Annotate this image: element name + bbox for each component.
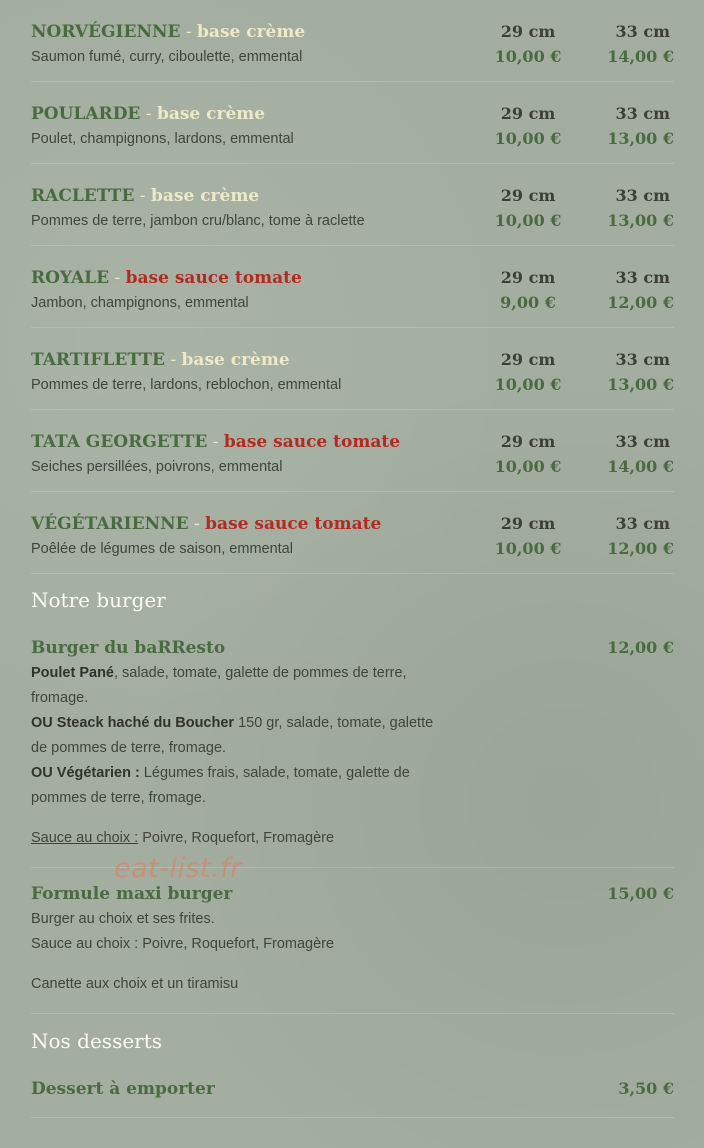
pizza-price-large: 12,00 € (607, 293, 674, 312)
pizza-base: base crème (181, 350, 290, 370)
pizza-name: TARTIFLETTE - base crème (31, 350, 290, 370)
pizza-item (31, 82, 674, 164)
pizza-name: VÉGÉTARIENNE - base sauce tomate (31, 514, 382, 534)
pizza-price-small: 10,00 € (494, 47, 562, 66)
pizza-size-large: 33 cm (615, 104, 670, 123)
pizza-size-small: 29 cm (500, 514, 556, 533)
burger-option-steack: OU Steack haché du Boucher 150 gr, salade, tomate, galette (31, 715, 434, 731)
pizza-description: Pommes de terre, jambon cru/blanc, tome à raclette (31, 213, 365, 229)
formule-title: Formule maxi burger (31, 884, 233, 904)
pizza-name: ROYALE - base sauce tomate (31, 268, 302, 288)
pizza-size-small: 29 cm (500, 104, 556, 123)
pizza-size-large: 33 cm (615, 514, 670, 533)
desserts-section-title: Nos desserts (31, 1029, 163, 1053)
burger-section-title: Notre burger (31, 588, 166, 612)
divider (31, 1013, 674, 1014)
burger-option-vegetarien-cont: pommes de terre, fromage. (31, 790, 206, 806)
pizza-price-large: 14,00 € (607, 457, 674, 476)
pizza-base: base sauce tomate (223, 432, 401, 452)
pizza-description: Jambon, champignons, emmental (31, 295, 249, 311)
pizza-price-small: 10,00 € (494, 375, 562, 394)
pizza-item (31, 492, 674, 574)
pizza-description: Poulet, champignons, lardons, emmental (31, 131, 294, 147)
pizza-price-small: 10,00 € (494, 211, 562, 230)
pizza-price-small: 10,00 € (494, 129, 562, 148)
pizza-size-small: 29 cm (500, 350, 556, 369)
pizza-price-small: 9,00 € (500, 293, 556, 312)
pizza-size-large: 33 cm (615, 350, 670, 369)
pizza-description: Poêlée de légumes de saison, emmental (31, 541, 293, 557)
pizza-name: POULARDE - base crème (31, 104, 266, 124)
burger-option-steack-cont: de pommes de terre, fromage. (31, 740, 227, 756)
divider (31, 1117, 674, 1118)
pizza-item (31, 246, 674, 328)
pizza-size-small: 29 cm (500, 186, 556, 205)
burger-sauce: Sauce au choix : Poivre, Roquefort, Fromagère (31, 830, 335, 846)
pizza-price-small: 10,00 € (494, 457, 562, 476)
pizza-size-small: 29 cm (500, 22, 556, 41)
pizza-base: base crème (150, 186, 260, 206)
pizza-price-large: 13,00 € (607, 211, 674, 230)
formule-line-2: Sauce au choix : Poivre, Roquefort, Fromagère (31, 936, 335, 952)
pizza-price-large: 12,00 € (607, 539, 674, 558)
pizza-name: NORVÉGIENNE - base crème (31, 22, 306, 42)
pizza-size-small: 29 cm (500, 432, 556, 451)
pizza-size-small: 29 cm (500, 268, 556, 287)
pizza-base: base sauce tomate (205, 514, 382, 534)
pizza-base: base sauce tomate (125, 268, 302, 288)
formule-price: 15,00 € (607, 884, 674, 903)
pizza-base: base crème (156, 104, 266, 124)
burger-option-vegetarien: OU Végétarien : Légumes frais, salade, tomate, galette de (31, 765, 410, 781)
pizza-size-large: 33 cm (615, 186, 670, 205)
pizza-item (31, 328, 674, 410)
pizza-item (31, 0, 674, 82)
pizza-price-large: 13,00 € (607, 129, 674, 148)
pizza-price-small: 10,00 € (494, 539, 562, 558)
pizza-size-large: 33 cm (615, 22, 670, 41)
pizza-base: base crème (197, 22, 306, 42)
pizza-size-large: 33 cm (615, 432, 670, 451)
burger-title: Burger du baRResto (31, 638, 226, 658)
pizza-list (31, 0, 674, 574)
burger-option-poulet-cont: fromage. (31, 690, 89, 706)
pizza-description: Pommes de terre, lardons, reblochon, emmental (31, 377, 342, 393)
pizza-description: Seiches persillées, poivrons, emmental (31, 459, 283, 475)
dessert-price: 3,50 € (618, 1079, 674, 1098)
burger-option-poulet: Poulet Pané, salade, tomate, galette de pommes de terre, (31, 665, 407, 681)
watermark: eat-list.fr (114, 853, 242, 884)
formule-line-3: Canette aux choix et un tiramisu (31, 976, 239, 992)
pizza-price-large: 14,00 € (607, 47, 674, 66)
dessert-title: Dessert à emporter (31, 1079, 215, 1099)
pizza-name: TATA GEORGETTE - base sauce tomate (31, 432, 401, 452)
pizza-description: Saumon fumé, curry, ciboulette, emmental (31, 49, 303, 65)
pizza-name: RACLETTE - base crème (31, 186, 260, 206)
pizza-item (31, 410, 674, 492)
formule-line-1: Burger au choix et ses frites. (31, 911, 215, 927)
burger-price: 12,00 € (607, 638, 674, 657)
pizza-size-large: 33 cm (615, 268, 670, 287)
pizza-price-large: 13,00 € (607, 375, 674, 394)
pizza-item (31, 164, 674, 246)
